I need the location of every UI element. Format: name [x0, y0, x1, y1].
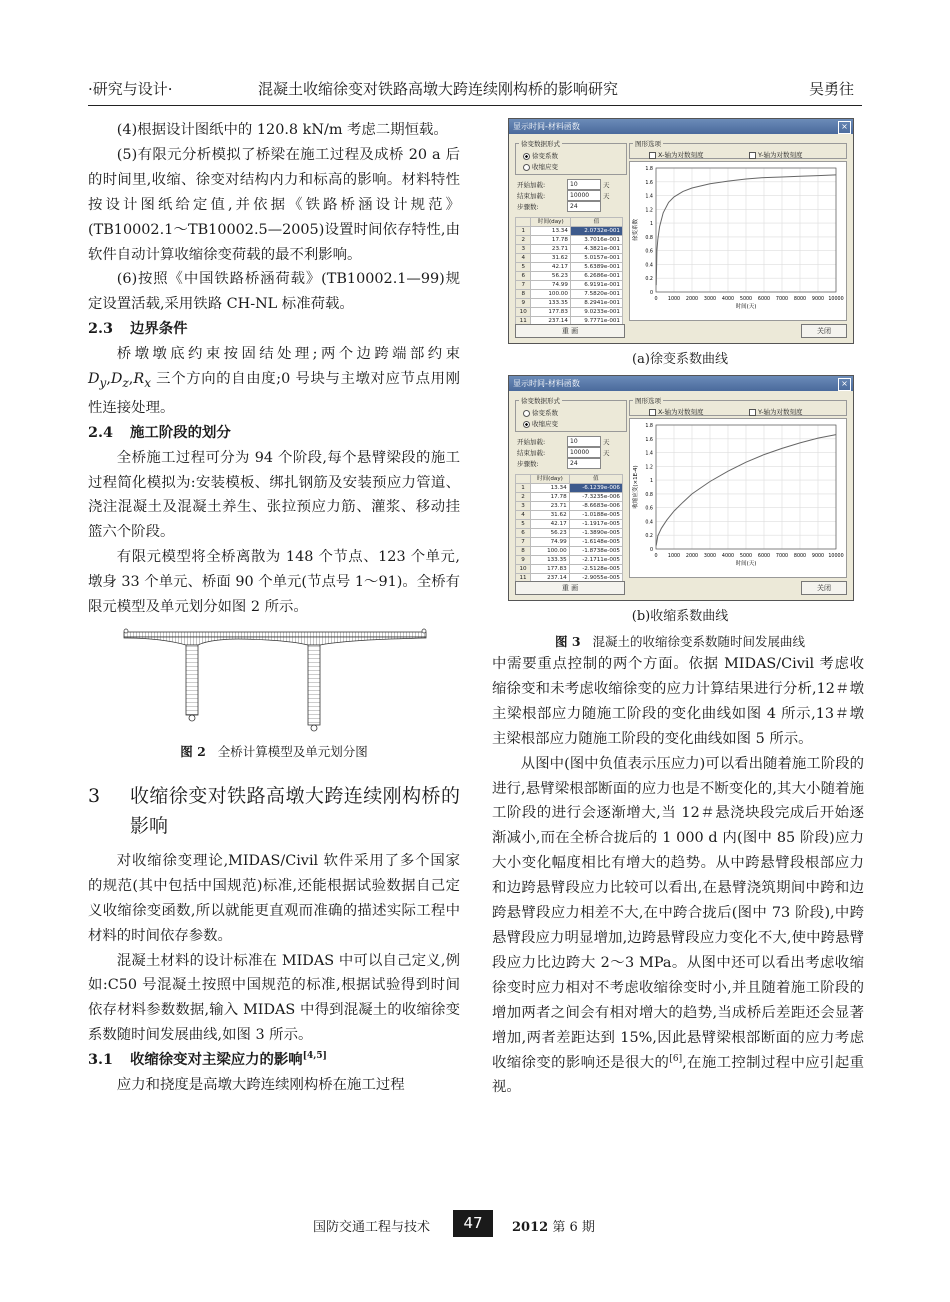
row-index: 8 — [516, 290, 531, 299]
cell-value: 6.9191e-001 — [570, 281, 622, 290]
y-tick-label: 1 — [649, 479, 653, 485]
radio-icon — [523, 153, 530, 160]
x-tick-label: 5000 — [739, 297, 753, 302]
x-axis-label: 时间(天) — [735, 304, 757, 310]
column-header-value: 值 — [569, 475, 622, 484]
cell-value: -1.0188e-005 — [569, 511, 622, 520]
y-tick-label: 0.8 — [645, 492, 653, 498]
close-button[interactable]: 关闭 — [801, 324, 847, 338]
page-number: 47 — [453, 1210, 493, 1237]
row-index: 6 — [516, 272, 531, 281]
running-header — [88, 72, 862, 102]
cell-value: -1.3890e-005 — [569, 529, 622, 538]
row-index: 7 — [516, 281, 531, 290]
number-input[interactable]: 24 — [567, 458, 601, 469]
dialog-window — [508, 375, 854, 601]
cell-time: 42.17 — [531, 263, 570, 272]
group-label: 图形选项 — [635, 140, 661, 148]
x-tick-label: 2000 — [685, 297, 699, 302]
cell-value: 5.6389e-001 — [570, 263, 622, 272]
figure-3b-panel — [508, 375, 852, 601]
cell-value: 8.2941e-001 — [570, 299, 622, 308]
table-row[interactable] — [516, 484, 623, 493]
group-label: 徐变数据形式 — [521, 397, 560, 405]
header-rule — [88, 105, 862, 106]
checkbox-label: Y-轴为对数刻度 — [758, 408, 803, 416]
cell-time: 177.83 — [531, 308, 570, 317]
y-tick-label: 0.6 — [645, 249, 653, 255]
paragraph: 混凝土材料的设计标准在 MIDAS 中可以自己定义,例如:C50 号混凝土按照中国规范的标准,根据试验得到时间依存材料参数数据,输入 MIDAS 中得到混凝土的收缩徐变系数随时间发展曲线,如图 3 所示。 — [88, 952, 460, 1044]
y-tick-label: 0.6 — [645, 506, 653, 512]
cell-time: 133.35 — [531, 299, 570, 308]
close-icon[interactable]: × — [838, 378, 851, 391]
table-row[interactable] — [516, 299, 623, 308]
math-symbol: D — [110, 371, 123, 388]
paragraph: (5)有限元分析模拟了桥梁在施工过程及成桥 20 a 后的时间里,收缩、徐变对结构内力和标高的影响。材料特性按设计图纸给定值,并依据《铁路桥涵设计规范》(TB10002.1～TB10002.5—2005)设置时间依存特性,由软件自动计算收缩徐变荷载的最不利影响。 — [88, 146, 460, 263]
cell-time: 237.14 — [531, 317, 570, 326]
section-heading-2-3 — [88, 317, 460, 342]
y-tick-label: 0.4 — [645, 520, 653, 526]
dialog-title: 显示时间-材料函数 — [509, 119, 853, 134]
row-index: 4 — [516, 254, 531, 263]
figure-label: 图 3 — [555, 634, 581, 649]
text: 从图中(图中负值表示压应力)可以看出随着施工阶段的进行,悬臂梁根部断面的应力也是不断变化的,其大小随着施工阶段的进行会逐渐增大,当 12＃悬浇块段完成后开始逐渐减小,而在全桥合拢后的 1 000 d 内(图中 85 阶段)应力大小变化幅度相比有增大的趋势。从中跨悬臂段根部应力和边跨悬臂段应力比较可以看出,在悬臂浇筑期间中跨和边跨悬臂段应力相差不大,在中跨合拢后(图中 73 阶段),中跨悬臂段应力明显增加,边跨悬臂段应力变化不大,使中跨悬臂段应力比边跨大 2～3 MPa。从图中还可以看出考虑收缩徐变时应力相对不考虑收缩徐变时小,并且随着施工阶段的增加两者之间会有相对增大的趋势,当成桥后差距还会显著增加,两者差距达到 15%,因此悬臂梁根部断面的应力考虑收缩徐变的影响还是很大的 — [492, 755, 864, 1071]
y-tick-label: 0.2 — [645, 277, 653, 283]
number-input[interactable]: 24 — [567, 201, 601, 212]
math-symbol: R — [133, 371, 145, 388]
table-row[interactable] — [516, 290, 623, 299]
radio-creep[interactable] — [523, 408, 558, 417]
x-axis-label: 时间(天) — [735, 561, 757, 567]
close-button[interactable]: 关闭 — [801, 581, 847, 595]
row-index: 1 — [516, 484, 531, 493]
row-index: 2 — [516, 236, 531, 245]
table-row[interactable] — [516, 227, 623, 236]
row-index: 10 — [516, 308, 531, 317]
field-label: 步骤数: — [517, 203, 539, 211]
paragraph: 应力和挠度是高墩大跨连续刚构桥在施工过程 — [116, 1077, 405, 1094]
radio-icon — [523, 421, 530, 428]
dialog-title: 显示时间-材料函数 — [509, 376, 853, 391]
text: , — [128, 371, 134, 388]
column-header-time — [531, 475, 570, 484]
cell-time: 42.17 — [531, 520, 570, 529]
figure-3a-subcaption: (a)徐变系数曲线 — [632, 352, 728, 367]
close-icon[interactable]: × — [838, 121, 851, 134]
text: ,在施工控制过程中应引起重视。 — [492, 1054, 864, 1096]
row-index: 11 — [516, 574, 531, 583]
section-number: 3 — [88, 784, 101, 807]
y-tick-label: 0 — [649, 291, 653, 296]
field-label: 结束加载: — [517, 449, 546, 457]
x-tick-label: 10000 — [828, 554, 844, 559]
y-tick-label: 1.6 — [645, 180, 653, 186]
pier-right — [308, 645, 320, 731]
x-tick-label: 1000 — [667, 297, 681, 302]
x-tick-label: 9000 — [811, 297, 825, 302]
number-input[interactable]: 10000 — [567, 190, 601, 201]
dialog-window — [508, 118, 854, 344]
table-row[interactable] — [516, 308, 623, 317]
y-tick-label: 1.4 — [645, 194, 653, 200]
x-tick-label: 1000 — [667, 554, 681, 559]
unit-label: 天 — [603, 449, 610, 457]
checkbox-icon — [649, 152, 656, 159]
group-label: 徐变数据形式 — [521, 140, 560, 148]
math-subscript: x — [144, 375, 151, 390]
field-label: 开始加载: — [517, 181, 546, 189]
cell-value: 6.2686e-001 — [570, 272, 622, 281]
cell-time: 100.00 — [531, 290, 570, 299]
figure-caption-text: 全桥计算模型及单元划分图 — [217, 744, 368, 759]
x-tick-label: 6000 — [757, 554, 771, 559]
left-column — [88, 118, 460, 1098]
row-index: 2 — [516, 493, 531, 502]
cell-time: 13.34 — [531, 484, 570, 493]
cell-value: -1.6148e-005 — [569, 538, 622, 547]
row-index: 11 — [516, 317, 531, 326]
cell-time: 237.14 — [531, 574, 570, 583]
section-heading-2-4 — [88, 421, 460, 446]
figure-3 — [508, 118, 852, 650]
issue-number: 第 6 期 — [548, 1220, 595, 1235]
header-text: 时间 — [536, 476, 549, 482]
row-index: 8 — [516, 547, 531, 556]
table-row[interactable] — [516, 502, 623, 511]
cell-value: 7.5820e-001 — [570, 290, 622, 299]
cell-value: -2.1711e-005 — [569, 556, 622, 565]
cell-time: 17.78 — [531, 493, 570, 502]
section-heading-3-1 — [88, 1048, 460, 1073]
y-tick-label: 1.8 — [645, 424, 653, 429]
unit-label: 天 — [603, 181, 610, 189]
cell-time: 133.35 — [531, 556, 570, 565]
table-header-row — [516, 218, 623, 227]
radio-shrink[interactable] — [523, 162, 558, 171]
checkbox-label: X-轴为对数刻度 — [658, 408, 704, 416]
section-title: 边界条件 — [130, 320, 188, 338]
cell-value: -1.8738e-005 — [569, 547, 622, 556]
table-row[interactable] — [516, 281, 623, 290]
math-symbol: D — [88, 371, 100, 388]
figure-3b-subcaption: (b)收缩系数曲线 — [631, 609, 729, 624]
x-tick-label: 2000 — [685, 554, 699, 559]
table-row[interactable] — [516, 565, 623, 574]
cell-time: 177.83 — [531, 565, 570, 574]
figure-3a-panel — [508, 118, 852, 344]
text: 桥墩墩底约束按固结处理;两个边跨端部约束 — [116, 346, 460, 363]
cell-value: 9.0233e-001 — [570, 308, 622, 317]
table-row[interactable] — [516, 538, 623, 547]
plot-area — [629, 161, 847, 321]
section-title: 施工阶段的划分 — [130, 423, 231, 441]
y-log-checkbox[interactable] — [749, 150, 803, 159]
table-row[interactable] — [516, 493, 623, 502]
cell-value: -1.1917e-005 — [569, 520, 622, 529]
paragraph: 全桥施工过程可分为 94 个阶段,每个悬臂梁段的施工过程简化模拟为:安装模板、绑扎钢筋及安装预应力管道、浇注混凝土及混凝土养生、张拉预应力筋、灌浆、移动挂篮六个阶段。 — [88, 449, 460, 541]
cell-time: 23.71 — [531, 502, 570, 511]
table-row[interactable] — [516, 272, 623, 281]
table-row[interactable] — [516, 254, 623, 263]
year: 2012 — [512, 1220, 549, 1235]
section-number: 2.3 — [88, 320, 114, 338]
x-tick-label: 4000 — [721, 554, 735, 559]
citation: [4,5] — [302, 1051, 327, 1062]
y-tick-label: 1.4 — [645, 451, 653, 457]
radio-icon — [523, 410, 530, 417]
plot-area — [629, 418, 847, 578]
x-tick-label: 6000 — [757, 297, 771, 302]
figure-2-bridge-model — [88, 626, 460, 736]
cell-value: 5.0157e-001 — [570, 254, 622, 263]
x-tick-label: 4000 — [721, 297, 735, 302]
figure-label: 图 2 — [180, 744, 206, 759]
cell-value: 3.7016e-001 — [570, 236, 622, 245]
x-tick-label: 0 — [654, 554, 658, 559]
row-index: 5 — [516, 263, 531, 272]
row-index: 3 — [516, 502, 531, 511]
right-column — [492, 652, 864, 1100]
table-row[interactable] — [516, 547, 623, 556]
header-title: 混凝土收缩徐变对铁路高墩大跨连续刚构桥的影响研究 — [258, 80, 619, 98]
x-tick-label: 8000 — [793, 297, 807, 302]
value-table — [515, 474, 623, 583]
row-index: 9 — [516, 299, 531, 308]
checkbox-icon — [749, 409, 756, 416]
cell-time: 23.71 — [531, 245, 570, 254]
cell-value: -2.9055e-005 — [569, 574, 622, 583]
x-tick-label: 0 — [654, 297, 658, 302]
radio-label: 收缩应变 — [532, 163, 558, 171]
header-unit: (day) — [548, 476, 563, 482]
math-subscript: y — [99, 375, 107, 390]
paragraph: (6)按照《中国铁路桥涵荷载》(TB10002.1—99)规定设置活载,采用铁路 CH-NL 标准荷载。 — [88, 271, 460, 313]
paragraph: 对收缩徐变理论,MIDAS/Civil 软件采用了多个国家的规范(其中包括中国规范)标准,还能根据试验数据自己定义收缩徐变函数,所以就能更直观而准确的描述实际工程中材料的时间依存参数。 — [88, 852, 460, 944]
paragraph-boundary — [88, 342, 460, 421]
citation: [6] — [669, 1053, 683, 1064]
y-tick-label: 1 — [649, 222, 653, 228]
checkbox-label: Y-轴为对数刻度 — [758, 151, 803, 159]
cell-time: 100.00 — [531, 547, 570, 556]
x-tick-label: 8000 — [793, 554, 807, 559]
table-row[interactable] — [516, 245, 623, 254]
row-index: 4 — [516, 511, 531, 520]
pier-left — [186, 645, 198, 721]
field-label: 开始加载: — [517, 438, 546, 446]
y-tick-label: 1.2 — [645, 465, 653, 471]
radio-creep[interactable] — [523, 151, 558, 160]
radio-label: 徐变系数 — [532, 409, 558, 417]
y-tick-label: 0.2 — [645, 534, 653, 540]
x-log-checkbox[interactable] — [649, 407, 703, 416]
bridge-model-drawing — [88, 626, 460, 736]
row-index: 3 — [516, 245, 531, 254]
row-index: 7 — [516, 538, 531, 547]
x-tick-label: 10000 — [828, 297, 844, 302]
header-section: ·研究与设计· — [88, 80, 173, 98]
cell-time: 56.23 — [531, 272, 570, 281]
cell-value: -6.1239e-006 — [569, 484, 622, 493]
radio-label: 收缩应变 — [532, 420, 558, 428]
paragraph — [492, 752, 864, 1101]
table-corner — [516, 475, 531, 484]
row-index: 9 — [516, 556, 531, 565]
redraw-button[interactable]: 重 画 — [515, 324, 625, 338]
number-input[interactable]: 10 — [567, 436, 601, 447]
cell-value: 4.3821e-001 — [570, 245, 622, 254]
text: , — [106, 371, 111, 388]
y-log-checkbox[interactable] — [749, 407, 803, 416]
redraw-button[interactable]: 重 画 — [515, 581, 625, 595]
number-input[interactable]: 10000 — [567, 447, 601, 458]
row-index: 5 — [516, 520, 531, 529]
table-row[interactable] — [516, 520, 623, 529]
checkbox-icon — [749, 152, 756, 159]
section-title: 收缩徐变对主梁应力的影响 — [130, 1051, 303, 1069]
x-tick-label: 3000 — [703, 297, 717, 302]
radio-label: 徐变系数 — [532, 152, 558, 160]
header-author: 吴勇往 — [808, 80, 854, 98]
table-row[interactable] — [516, 529, 623, 538]
row-index: 1 — [516, 227, 531, 236]
y-tick-label: 1.2 — [645, 208, 653, 214]
y-tick-label: 0.4 — [645, 263, 653, 269]
paragraph: (4)根据设计图纸中的 120.8 kN/m 考虑二期恒载。 — [116, 122, 448, 138]
checkbox-icon — [649, 409, 656, 416]
table-row[interactable] — [516, 236, 623, 245]
cell-time: 74.99 — [531, 538, 570, 547]
cell-value: -7.3235e-006 — [569, 493, 622, 502]
figure-caption-text: 混凝土的收缩徐变系数随时间发展曲线 — [592, 634, 805, 649]
issue-info — [512, 1216, 595, 1235]
radio-shrink[interactable] — [523, 419, 558, 428]
table-row[interactable] — [516, 263, 623, 272]
checkbox-label: X-轴为对数刻度 — [658, 151, 704, 159]
x-log-checkbox[interactable] — [649, 150, 703, 159]
x-tick-label: 3000 — [703, 554, 717, 559]
table-corner — [516, 218, 531, 227]
figure-3-caption — [508, 632, 852, 650]
y-tick-label: 1.8 — [645, 167, 653, 172]
paragraph: 有限元模型将全桥离散为 148 个节点、123 个单元,墩身 33 个单元、桥面 90 个单元(节点号 1～91)。全桥有限元模型及单元划分如图 2 所示。 — [88, 549, 460, 616]
value-table — [515, 217, 623, 326]
column-header-time — [531, 218, 570, 227]
journal-name: 国防交通工程与技术 — [312, 1220, 430, 1235]
table-header-row — [516, 475, 623, 484]
paragraph: 中需要重点控制的两个方面。依据 MIDAS/Civil 考虑收缩徐变和未考虑收缩徐变的应力计算结果进行分析,12＃墩主梁根部应力随施工阶段的变化曲线如图 4 所示,13＃墩主梁根部应力随施工阶段的变化曲线如图 5 所示。 — [492, 656, 864, 747]
cell-value: -2.5128e-005 — [569, 565, 622, 574]
deck — [124, 632, 426, 645]
page-footer — [0, 1210, 950, 1240]
field-label: 结束加载: — [517, 192, 546, 200]
x-tick-label: 5000 — [739, 554, 753, 559]
x-tick-label: 7000 — [775, 554, 789, 559]
x-tick-label: 9000 — [811, 554, 825, 559]
cell-time: 74.99 — [531, 281, 570, 290]
cell-time: 31.62 — [531, 511, 570, 520]
x-tick-label: 7000 — [775, 297, 789, 302]
y-tick-label: 1.6 — [645, 437, 653, 443]
y-tick-label: 0.8 — [645, 235, 653, 241]
header-text: 时间 — [537, 219, 549, 225]
section-number: 3.1 — [88, 1051, 114, 1069]
group-label: 图形选项 — [635, 397, 661, 405]
cell-value: 2.0732e-001 — [570, 227, 622, 236]
section-number: 2.4 — [88, 423, 114, 441]
header-unit: (day) — [548, 219, 564, 225]
row-index: 10 — [516, 565, 531, 574]
cell-time: 17.78 — [531, 236, 570, 245]
section-title: 收缩徐变对铁路高墩大跨连续刚构桥的影响 — [130, 784, 460, 837]
y-tick-label: 0 — [649, 548, 653, 553]
unit-label: 天 — [603, 438, 610, 446]
unit-label: 天 — [603, 192, 610, 200]
y-axis-label: 徐变系数 — [633, 218, 639, 242]
cell-time: 56.23 — [531, 529, 570, 538]
line-chart — [630, 162, 846, 320]
math-subscript: z — [122, 375, 129, 390]
radio-icon — [523, 164, 530, 171]
column-header-value: 值 — [570, 218, 622, 227]
text: 三个方向的自由度;0 号块与主墩对应节点用刚性连接处理。 — [88, 371, 460, 416]
number-input[interactable]: 10 — [567, 179, 601, 190]
cell-time: 31.62 — [531, 254, 570, 263]
row-index: 6 — [516, 529, 531, 538]
line-chart — [630, 419, 846, 577]
section-heading-3 — [88, 781, 460, 841]
cell-value: -8.6683e-006 — [569, 502, 622, 511]
table-row[interactable] — [516, 511, 623, 520]
cell-value: 9.7771e-001 — [570, 317, 622, 326]
cell-time: 13.34 — [531, 227, 570, 236]
table-row[interactable] — [516, 556, 623, 565]
field-label: 步骤数: — [517, 460, 539, 468]
y-axis-label: 收缩应变(×1E-4) — [633, 465, 639, 509]
figure-2-caption — [88, 740, 460, 765]
